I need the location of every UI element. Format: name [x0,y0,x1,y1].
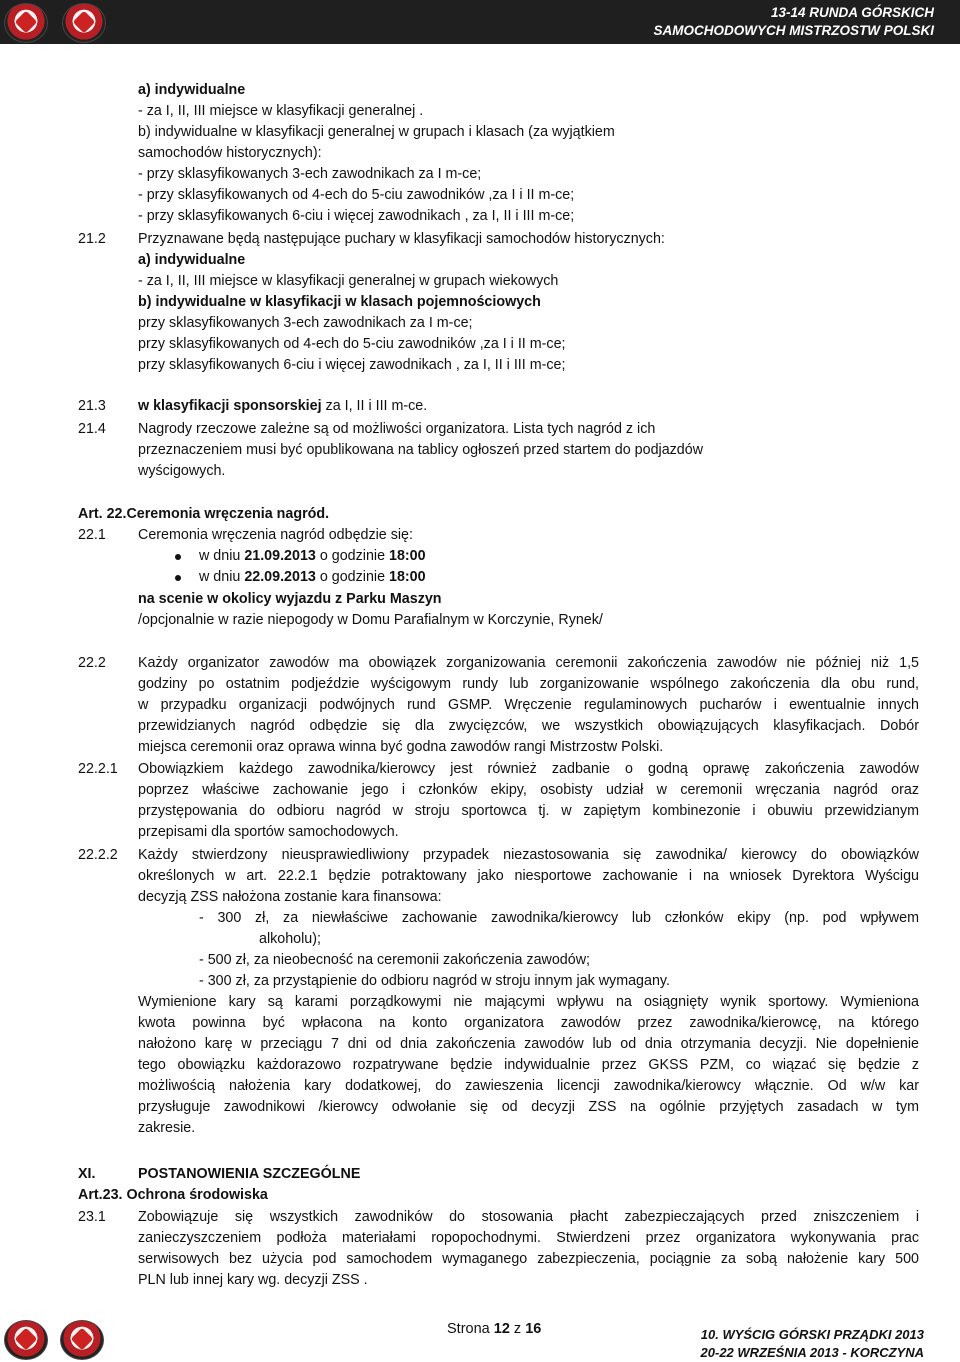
club-logo [60,1320,104,1360]
s22-2-1-line-1: Obowiązkiem każdego zawodnika/kierowcy jest również zadbanie o godną oprawę zakończenia zawodów [138,761,919,777]
closing-line-4: tego obowiązku każdorazowo rozpatrywane będzie indywidualnie przez GKSS PZM, co wiązać się będzie z [138,1057,919,1073]
ceremony-date-1 [199,546,426,567]
club-logo [62,3,106,43]
penalty-1-line-1: - 300 zł, za niewłaściwe zachowanie zawodnika/kierowcy lub członków ekipy (np. pod wpływem [199,910,919,926]
s22-2-1-number: 22.2.1 [78,761,118,777]
bullet-icon [175,575,181,581]
s22-2-1-line-4: przepisami dla sportów samochodowych. [138,824,399,840]
closing-line-6: przysługuje zawodnikowi /kierowcy odwołanie się od decyzji ZSS na ogólnie przyjętych zasadach w tym [138,1099,919,1115]
penalty-2: - 500 zł, za nieobecność na ceremonii zakończenia zawodów; [199,952,591,968]
s21-4-line-3: wyścigowych. [138,463,226,479]
ceremony-date-2 [199,567,426,588]
art23-title: Art.23. Ochrona środowiska [78,1187,268,1203]
logo-emblem-icon [71,1328,94,1351]
time-value: 18:00 [389,569,426,585]
s22-2-2-number: 22.2.2 [78,847,118,863]
time-value: 18:00 [389,548,426,564]
closing-line-1: Wymienione kary są karami porządkowymi nie mającymi wpływu na osiągnięty wynik sportowy. Wymieniona [138,994,919,1010]
s21-2-a-label: a) indywidualne [138,252,246,268]
chapter-xi-title: POSTANOWIENIA SZCZEGÓLNE [138,1166,361,1182]
s21-2-b-line-2: przy sklasyfikowanych od 4-ech do 5-ciu zawodników ,za I i II m-ce; [138,336,566,352]
s21-1-b-line-1: b) indywidualne w klasyfikacji generalnej w grupach i klasach (za wyjątkiem [138,124,615,140]
s23-1-line-2: zanieczyszczeniem podłoża materiałami ropopochodnymi. Stwierdzeni przez organizatora wykonywania prac [138,1230,919,1246]
s21-2-intro: Przyznawane będą następujące puchary w klasyfikacji samochodów historycznych: [138,231,665,247]
closing-line-7: zakresie. [138,1120,196,1136]
s21-1-b-line-4: - przy sklasyfikowanych od 4-ech do 5-ciu zawodników ,za I i II m-ce; [138,187,575,203]
s21-2-b-line-3: przy sklasyfikowanych 6-ciu i więcej zawodnikach , za I, II i III m-ce; [138,357,566,373]
page-total: 16 [525,1321,542,1337]
date-prefix: w dniu [199,569,245,585]
page-prefix: Strona [447,1321,494,1337]
s22-2-line-3: w przypadku organizacji podwójnych rund GSMP. Wręczenie regulaminowych pucharów i ewentualnie innych [138,697,919,713]
logo-emblem-icon [73,11,96,34]
s23-1-line-1: Zobowiązuje się wszystkich zawodników do stosowania płacht zabezpieczających przed zniszczeniem i [138,1209,919,1225]
s22-1-intro: Ceremonia wręczenia nagród odbędzie się: [138,527,413,543]
date-mid: o godzinie [315,569,389,585]
pzm-logo [4,1320,48,1360]
s21-1-b-line-5: - przy sklasyfikowanych 6-ciu i więcej zawodnikach , za I, II i III m-ce; [138,208,575,224]
art22-title: Art. 22.Ceremonia wręczenia nagród. [78,506,330,522]
header-title [654,4,935,40]
s22-2-line-2: godziny po ostatnim podjeździe wyścigowym rundy lub zorganizowanie wspólnego zakończenia dla obu rund, [138,676,919,692]
s21-3-text [138,396,427,417]
logo-emblem-icon [15,11,38,34]
page-current: 12 [493,1321,510,1337]
s21-3-rest: za I, II i III m-ce. [321,398,428,414]
s21-2-a-line: - za I, II, III miejsce w klasyfikacji generalnej w grupach wiekowych [138,273,559,289]
closing-line-5: możliwością nałożenia kary dodatkowej, do zawieszenia licencji zawodnika/kierowcy włącznie. Od w/w kar [138,1078,919,1094]
page-separator: z [509,1321,526,1337]
header-line-1: 13-14 RUNDA GÓRSKICH [770,5,934,20]
s22-2-1-line-2: poprzez właściwe zachowanie jego i członków ekipy, osobisty udział w ceremonii wręczania nagród oraz [138,782,919,798]
date-value: 22.09.2013 [244,569,316,585]
s21-1-b-line-2: samochodów historycznych): [138,145,322,161]
date-mid: o godzinie [315,548,389,564]
header-line-2: SAMOCHODOWYCH MISTRZOSTW POLSKI [653,23,934,38]
s21-4-line-2: przeznaczeniem musi być opublikowana na tablicy ogłoszeń przed startem do podjazdów [138,442,704,458]
s22-2-line-5: miejsca ceremonii oraz oprawa winna być godna zawodów rangi Mistrzostw Polski. [138,739,664,755]
logo-emblem-icon [15,1328,38,1351]
footer-line-1: 10. WYŚCIG GÓRSKI PRZĄDKI 2013 [700,1327,924,1342]
s23-1-line-4: PLN lub innej kary wg. decyzji ZSS . [138,1272,368,1288]
date-value: 21.09.2013 [244,548,316,564]
closing-line-3: nałożono karę w przeciągu 7 dni od dnia zakończenia zawodów lub od dnia otrzymania decyzji. Nie dopełnienie [138,1036,919,1052]
s22-2-number: 22.2 [78,655,106,671]
s22-2-2-line-2: określonych w art. 22.2.1 będzie potraktowany jako niesportowe zachowanie i na wniosek Dyrektora Wyścigu [138,868,919,884]
page-header [0,0,960,44]
s21-1-a-line: - za I, II, III miejsce w klasyfikacji generalnej . [138,103,424,119]
s21-2-b-line-1: przy sklasyfikowanych 3-ech zawodnikach za I m-ce; [138,315,473,331]
closing-line-2: kwota powinna być wpłacona na konto organizatora zawodów przez zawodnika/kierowcę, na którego [138,1015,919,1031]
ceremony-alt-place: /opcjonalnie w razie niepogody w Domu Parafialnym w Korczynie, Rynek/ [138,612,603,628]
s21-3-bold: w klasyfikacji sponsorskiej [138,398,322,414]
s22-2-2-line-3: decyzją ZSS nałożona zostanie kara finansowa: [138,889,442,905]
s22-1-number: 22.1 [78,527,106,543]
s23-1-number: 23.1 [78,1209,106,1225]
s21-2-b-label: b) indywidualne w klasyfikacji w klasach pojemnościowych [138,294,541,310]
s22-2-line-4: przewidzianych nagród odbędzie się dla zwycięzców, we wszystkich obowiązujących klasyfikacjach. Dobór [138,718,919,734]
pzm-logo [4,3,48,43]
chapter-xi-numeral: XI. [78,1166,96,1182]
s22-2-1-line-3: przystępowania do odbioru nagród w stroju sportowca tj. w zapiętym kombinezonie i obuwiu przewidzianym [138,803,919,819]
s22-2-2-line-1: Każdy stwierdzony nieusprawiedliwiony przypadek niezastosowania się zawodnika/ kierowcy do obowiązków [138,847,919,863]
date-prefix: w dniu [199,548,245,564]
s21-1-a-label: a) indywidualne [138,82,246,98]
penalty-3: - 300 zł, za przystąpienie do odbioru nagród w stroju innym jak wymagany. [199,973,670,989]
s22-2-line-1: Każdy organizator zawodów ma obowiązek zorganizowania ceremonii zakończenia zawodów nie później niż 1,5 [138,655,919,671]
s21-3-number: 21.3 [78,398,106,414]
footer-title [701,1326,924,1362]
s23-1-line-3: serwisowych bez użycia pod samochodem wymaganego zabezpieczenia, pociągnie za sobą nałożenie kary 500 [138,1251,919,1267]
s21-1-b-line-3: - przy sklasyfikowanych 3-ech zawodnikach za I m-ce; [138,166,482,182]
s21-2-number: 21.2 [78,231,106,247]
s21-4-number: 21.4 [78,421,106,437]
penalty-1-line-2: alkoholu); [259,931,321,947]
s21-4-line-1: Nagrody rzeczowe zależne są od możliwości organizatora. Lista tych nagród z ich [138,421,656,437]
page-number [447,1319,541,1340]
footer-line-2: 20-22 WRZEŚNIA 2013 - KORCZYNA [700,1345,924,1360]
ceremony-place: na scenie w okolicy wyjazdu z Parku Maszyn [138,591,442,607]
bullet-icon [175,554,181,560]
